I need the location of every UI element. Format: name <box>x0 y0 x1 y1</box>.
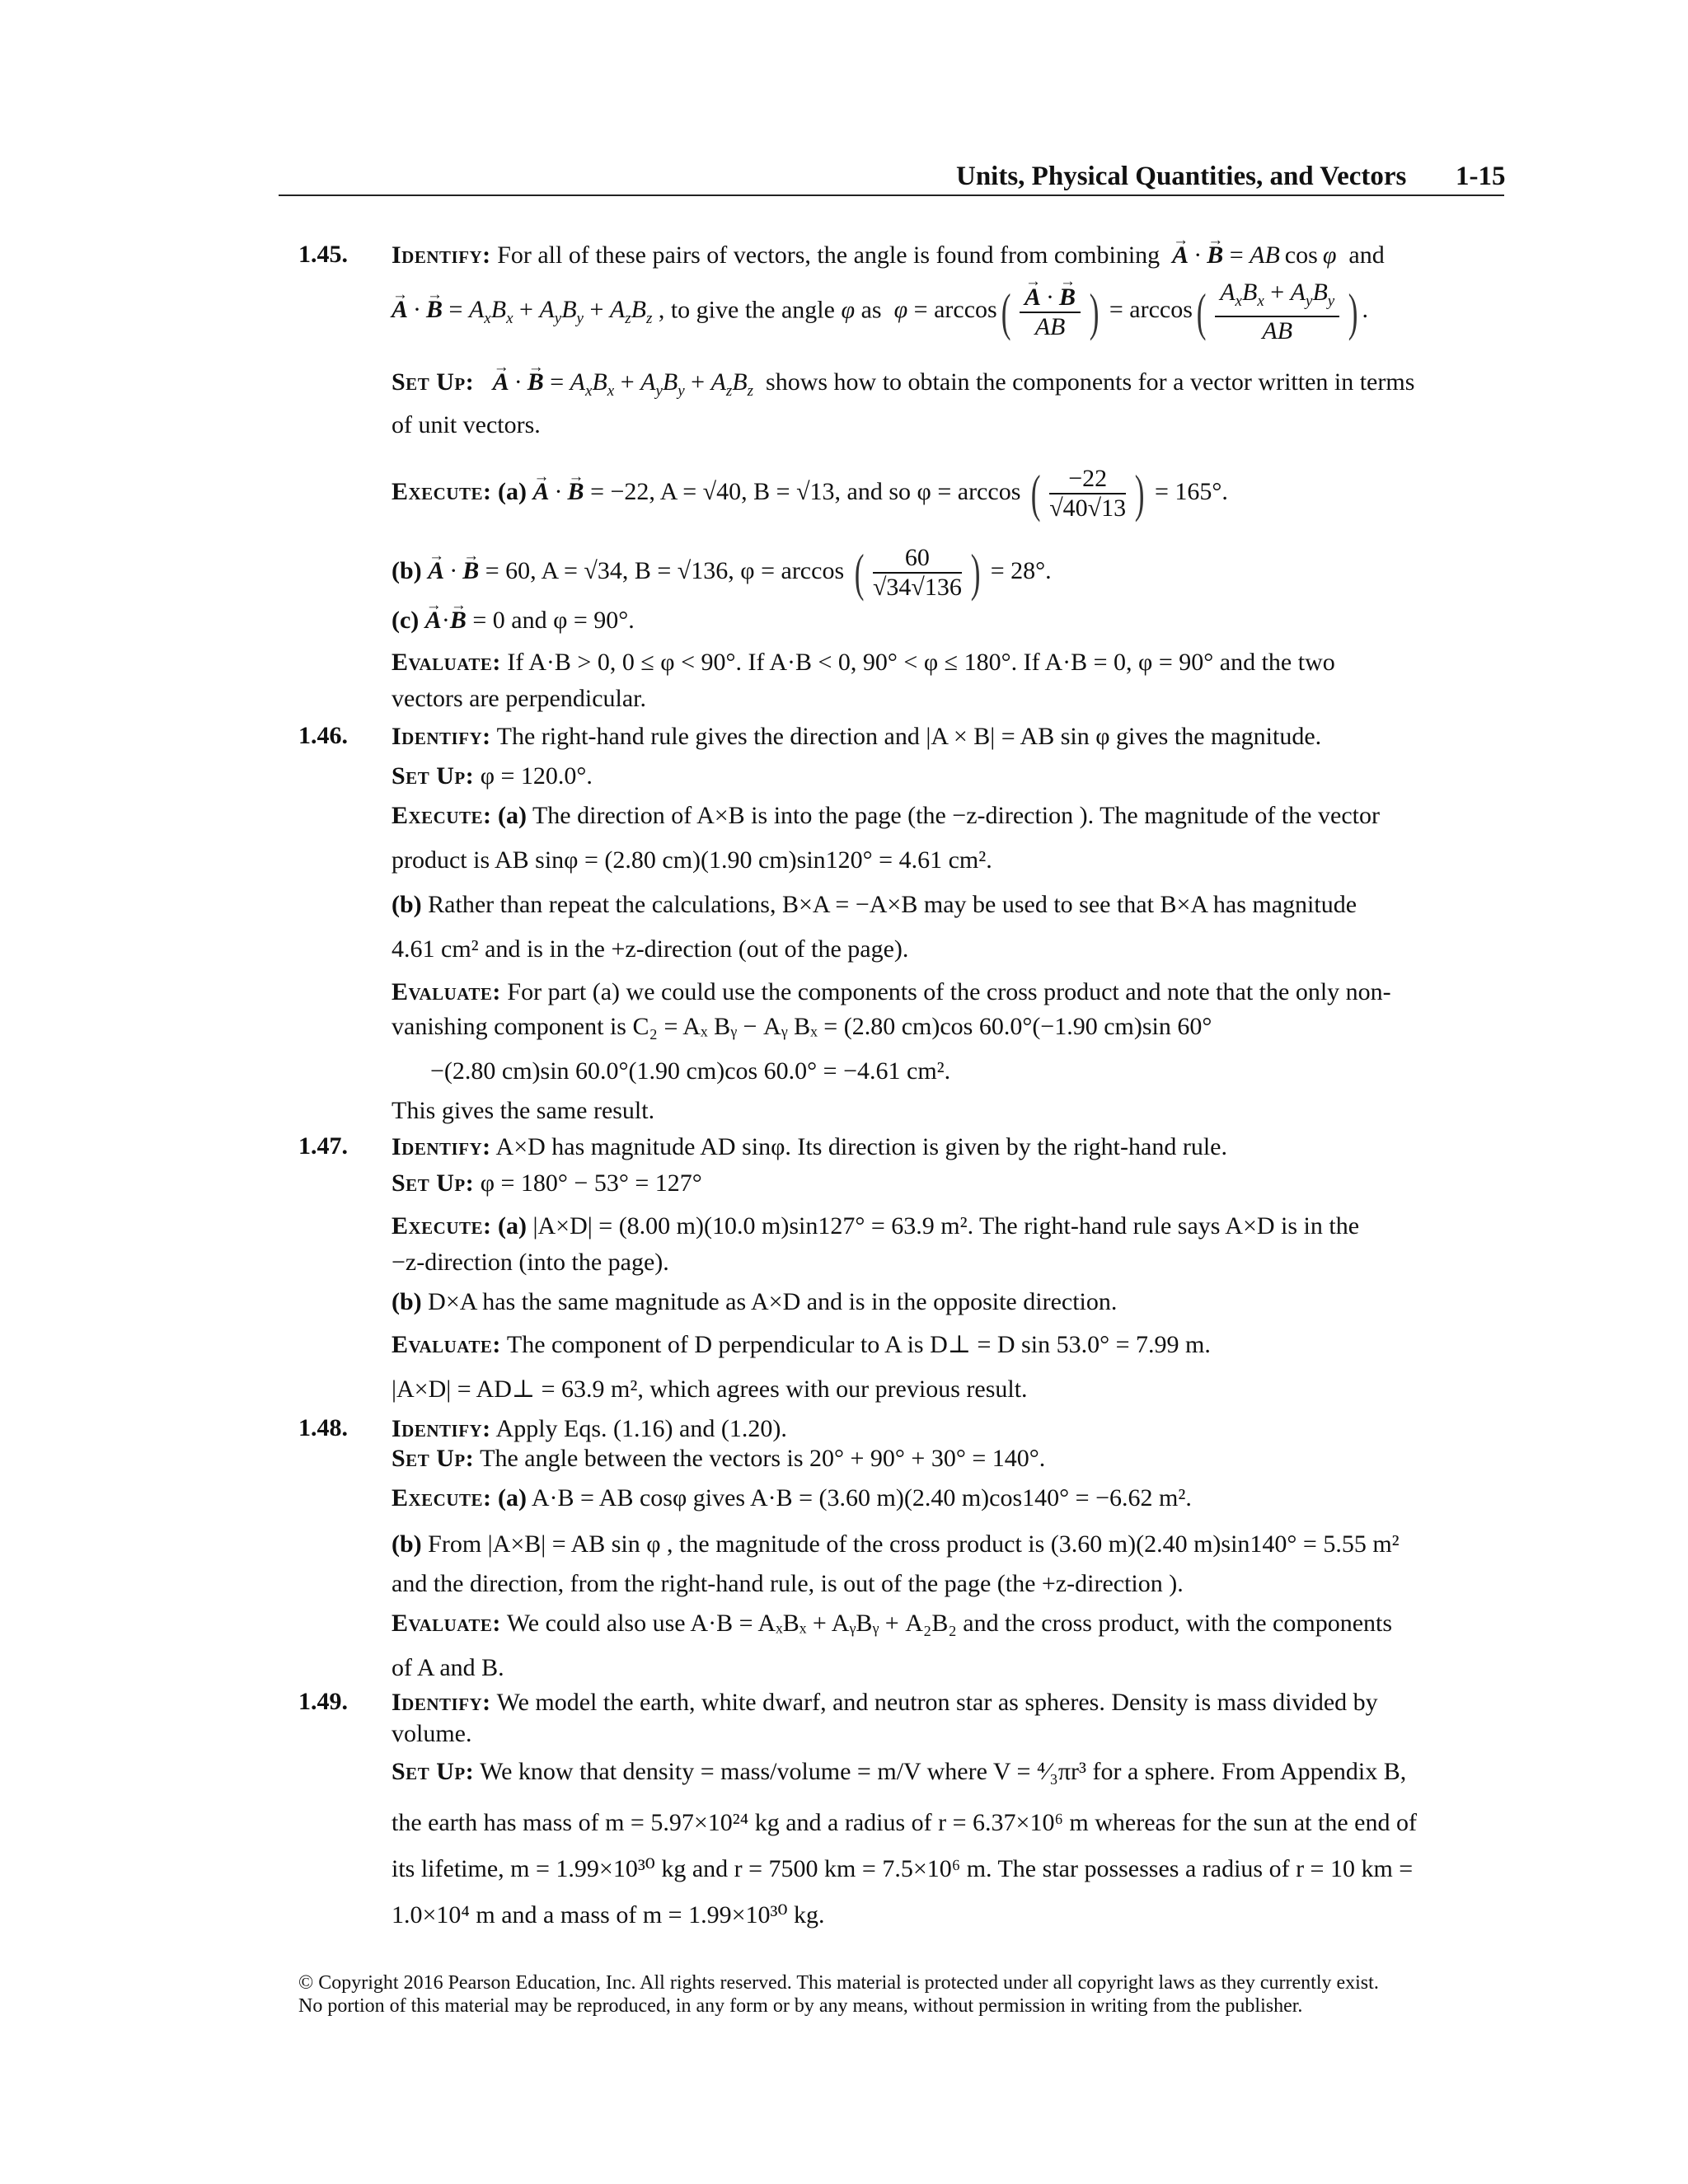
part-a-label: (a) <box>498 1484 528 1511</box>
problem-number: 1.45. <box>298 241 348 268</box>
page-number: 1-15 <box>1456 162 1506 191</box>
evaluate-text: The component of D perpendicular to A is D⊥ = D sin 53.0° = 7.99 m. <box>506 1331 1211 1358</box>
evaluate-text-2: vectors are perpendicular. <box>392 685 647 712</box>
evaluate-label: Evaluate: <box>392 1331 501 1358</box>
exec-c-text: = 0 and φ = 90°. <box>472 607 635 634</box>
setup-text: shows how to obtain the components for a vector written in terms <box>766 368 1415 396</box>
evaluate-text-4: This gives the same result. <box>392 1097 655 1124</box>
part-b-label: (b) <box>392 1288 422 1315</box>
problem-number: 1.46. <box>298 722 348 749</box>
part-b-label: (b) <box>392 1530 422 1558</box>
setup-label: Set Up: <box>392 1758 475 1785</box>
evaluate-label: Evaluate: <box>392 978 501 1005</box>
exec-b-values: = 60, A = √34, B = √136, φ = arccos <box>485 556 845 584</box>
identify-line <box>392 1132 1227 1162</box>
setup-formula: → A · → $B = A_xB_x + A_yB_y + A_zB_z$ <box>481 368 760 396</box>
exec-a-text-2: product is AB sinφ = (2.80 cm)(1.90 cm)sin120° = 4.61 cm². <box>392 846 992 874</box>
identify-label: Identify: <box>392 1689 491 1716</box>
evaluate-line <box>392 1609 1392 1638</box>
evaluate-text-3: −(2.80 cm)sin 60.0°(1.90 cm)cos 60.0° = −4.61 cm². <box>430 1057 951 1085</box>
running-header-title: Units, Physical Quantities, and Vectors <box>956 162 1407 191</box>
setup-text-4: 1.0×10⁴ m and a mass of m = 1.99×10³⁰ kg. <box>392 1901 825 1929</box>
execute-line-b: (b) → A · → B = 60, A = √34, B = √136, φ = arccos ( $\frac{60}{√34√136}$ ) = 28°. <box>392 544 1052 602</box>
dot-product-formula: → A · → B = AB cos φ <box>1166 241 1343 269</box>
setup-label: Set Up: <box>392 368 475 396</box>
setup-label: Set Up: <box>392 1169 475 1197</box>
identify-text: A×D has magnitude AD sinφ. Its direction is given by the right-hand rule. <box>495 1133 1227 1160</box>
exec-b-text: Rather than repeat the calculations, B×A = −A×B may be used to see that B×A has magnitude <box>428 891 1357 918</box>
setup-text: φ = 180° − 53° = 127° <box>480 1169 702 1197</box>
identify-label: Identify: <box>392 1415 491 1442</box>
problem-number: 1.48. <box>298 1414 348 1441</box>
identify-line <box>392 1414 787 1444</box>
problem-number: 1.47. <box>298 1132 348 1160</box>
setup-text-3: its lifetime, m = 1.99×10³⁰ kg and r = 7500 km = 7.5×10⁶ m. The star possesses a radius of r = 10 km = <box>392 1855 1414 1882</box>
exec-a-numerator: −22 <box>1049 465 1126 494</box>
evaluate-text-2: of A and B. <box>392 1654 504 1681</box>
exec-a-text: |A×D| = (8.00 m)(10.0 m)sin127° = 63.9 m². The right-hand rule says A×D is in the <box>532 1212 1360 1240</box>
setup-line <box>392 1169 702 1198</box>
setup-text: We know that density = mass/volume = m/V where V = ⁴⁄₃πr³ for a sphere. From Appendix B, <box>480 1758 1407 1785</box>
execute-line-b <box>392 890 1357 920</box>
setup-label: Set Up: <box>392 1445 475 1472</box>
identify-text-2: volume. <box>392 1720 472 1747</box>
evaluate-label: Evaluate: <box>392 649 501 676</box>
identify-label: Identify: <box>392 241 491 269</box>
problem-number: 1.49. <box>298 1688 348 1715</box>
execute-line-b <box>392 1530 1400 1559</box>
exec-a-text-2: −z-direction (into the page). <box>392 1249 669 1276</box>
execute-line-c: (c) → A·→ B = 0 and φ = 90°. <box>392 606 635 635</box>
identify-text: Apply Eqs. (1.16) and (1.20). <box>495 1415 787 1442</box>
exec-b-denominator: √34√136 <box>872 574 962 601</box>
execute-line-a <box>392 1483 1192 1513</box>
exec-b-text: D×A has the same magnitude as A×D and is in the opposite direction. <box>428 1288 1118 1315</box>
evaluate-label: Evaluate: <box>392 1610 501 1637</box>
exec-b-numerator: 60 <box>873 544 962 574</box>
setup-text-2: of unit vectors. <box>392 411 541 438</box>
exec-a-denominator: √40√13 <box>1049 494 1127 522</box>
identify-line <box>392 722 1321 752</box>
identify-label: Identify: <box>392 723 491 750</box>
exec-b-text-2: 4.61 cm² and is in the +z-direction (out of the page). <box>392 935 909 963</box>
part-a-label: (a) <box>498 802 528 829</box>
as-word: as <box>860 296 882 324</box>
execute-line-a <box>392 1212 1359 1241</box>
components-formula: → A · → $B = A_xB_x + A_yB_y + A_zB_z$ <box>392 296 652 323</box>
exec-a-text: The direction of A×B is into the page (the −z-direction ). The magnitude of the vector <box>532 802 1380 829</box>
exec-b-text-2: and the direction, from the right-hand rule, is out of the page (the +z-direction ). <box>392 1570 1184 1597</box>
execute-label: Execute: <box>392 1484 492 1511</box>
execute-line-a <box>392 801 1380 831</box>
execute-label: Execute: <box>392 1212 492 1240</box>
evaluate-text-2: |A×D| = AD⊥ = 63.9 m², which agrees with our previous result. <box>392 1376 1028 1403</box>
evaluate-line <box>392 977 1391 1007</box>
setup-line <box>392 368 1414 406</box>
setup-line <box>392 762 593 791</box>
copyright-line-1: © Copyright 2016 Pearson Education, Inc. All rights reserved. This material is protected under all copyright laws as they currently exist. <box>298 1972 1379 1994</box>
part-a-label: (a) <box>498 1212 528 1240</box>
setup-text: The angle between the vectors is 20° + 90° + 30° = 140°. <box>480 1445 1046 1472</box>
setup-text: φ = 120.0°. <box>480 762 593 790</box>
to-give-text: , to give the angle <box>658 296 835 324</box>
evaluate-text-2: vanishing component is C₂ = Aₓ Bᵧ − Aᵧ Bₓ = (2.80 cm)cos 60.0°(−1.90 cm)sin 60° <box>392 1013 1212 1040</box>
identify-text: For all of these pairs of vectors, the angle is found from combining <box>497 241 1160 269</box>
exec-b-text: From |A×B| = AB sin φ , the magnitude of the cross product is (3.60 m)(2.40 m)sin140° = 5.55 m² <box>428 1530 1400 1558</box>
exec-a-values: = −22, A = √40, B = √13, and so φ = arccos <box>590 477 1021 505</box>
identify-line <box>392 1688 1378 1718</box>
evaluate-text: If A·B > 0, 0 ≤ φ < 90°. If A·B < 0, 90° < φ ≤ 180°. If A·B = 0, φ = 90° and the two <box>507 649 1335 676</box>
evaluate-line <box>392 1330 1211 1360</box>
setup-line <box>392 1444 1045 1474</box>
arccos-formula: φ = arccos( → $\frac{A \cdot \to B}{AB}$ ) = arccos( $\frac{A_xB_x + A_yB_y}{AB}$ ) . <box>888 296 1368 323</box>
exec-b-result: = 28°. <box>990 556 1052 584</box>
execute-line-b <box>392 1287 1117 1317</box>
exec-a-result: = 165°. <box>1154 477 1228 505</box>
evaluate-line <box>392 648 1335 677</box>
execute-label: Execute: <box>392 802 492 829</box>
part-b-label: (b) <box>392 556 422 584</box>
and-word: and <box>1348 241 1385 269</box>
identify-text: We model the earth, white dwarf, and neutron star as spheres. Density is mass divided by <box>496 1689 1378 1716</box>
setup-label: Set Up: <box>392 762 475 790</box>
setup-text-2: the earth has mass of m = 5.97×10²⁴ kg and a radius of r = 6.37×10⁶ m whereas for the sun at the end of <box>392 1809 1417 1836</box>
part-a-label: (a) <box>498 477 528 505</box>
part-c-label: (c) <box>392 607 420 634</box>
setup-line <box>392 1757 1406 1787</box>
identify-line <box>392 241 1385 270</box>
evaluate-text: We could also use A·B = AₓBₓ + AᵧBᵧ + A₂B₂ and the cross product, with the components <box>506 1610 1393 1637</box>
copyright-line-2: No portion of this material may be reproduced, in any form or by any means, without permission in writing from the publisher. <box>298 1995 1303 2017</box>
execute-line-a: Execute: (a) → A · → B = −22, A = √40, B = √13, and so φ = arccos ( $\frac{-22}{√40√13}$ ) = 165°. <box>392 465 1228 523</box>
execute-label: Execute: <box>392 477 492 505</box>
exec-a-text: A·B = AB cosφ gives A·B = (3.60 m)(2.40 m)cos140° = −6.62 m². <box>531 1484 1192 1511</box>
header-rule <box>279 194 1504 196</box>
angle-formula-line: → A · → $B = A_xB_x + A_yB_y + A_zB_z$ , to give the angle φ as φ = arccos( → $\frac{A \cdot \to B}{AB}$ ) = arccos( $\frac{A_xB_x + A_yB_y}{AB}$ ) . <box>392 279 1368 345</box>
evaluate-text: For part (a) we could use the components of the cross product and note that the only non- <box>507 978 1391 1005</box>
identify-text: The right-hand rule gives the direction and |A × B| = AB sin φ gives the magnitude. <box>496 723 1322 750</box>
identify-label: Identify: <box>392 1133 491 1160</box>
part-b-label: (b) <box>392 891 422 918</box>
